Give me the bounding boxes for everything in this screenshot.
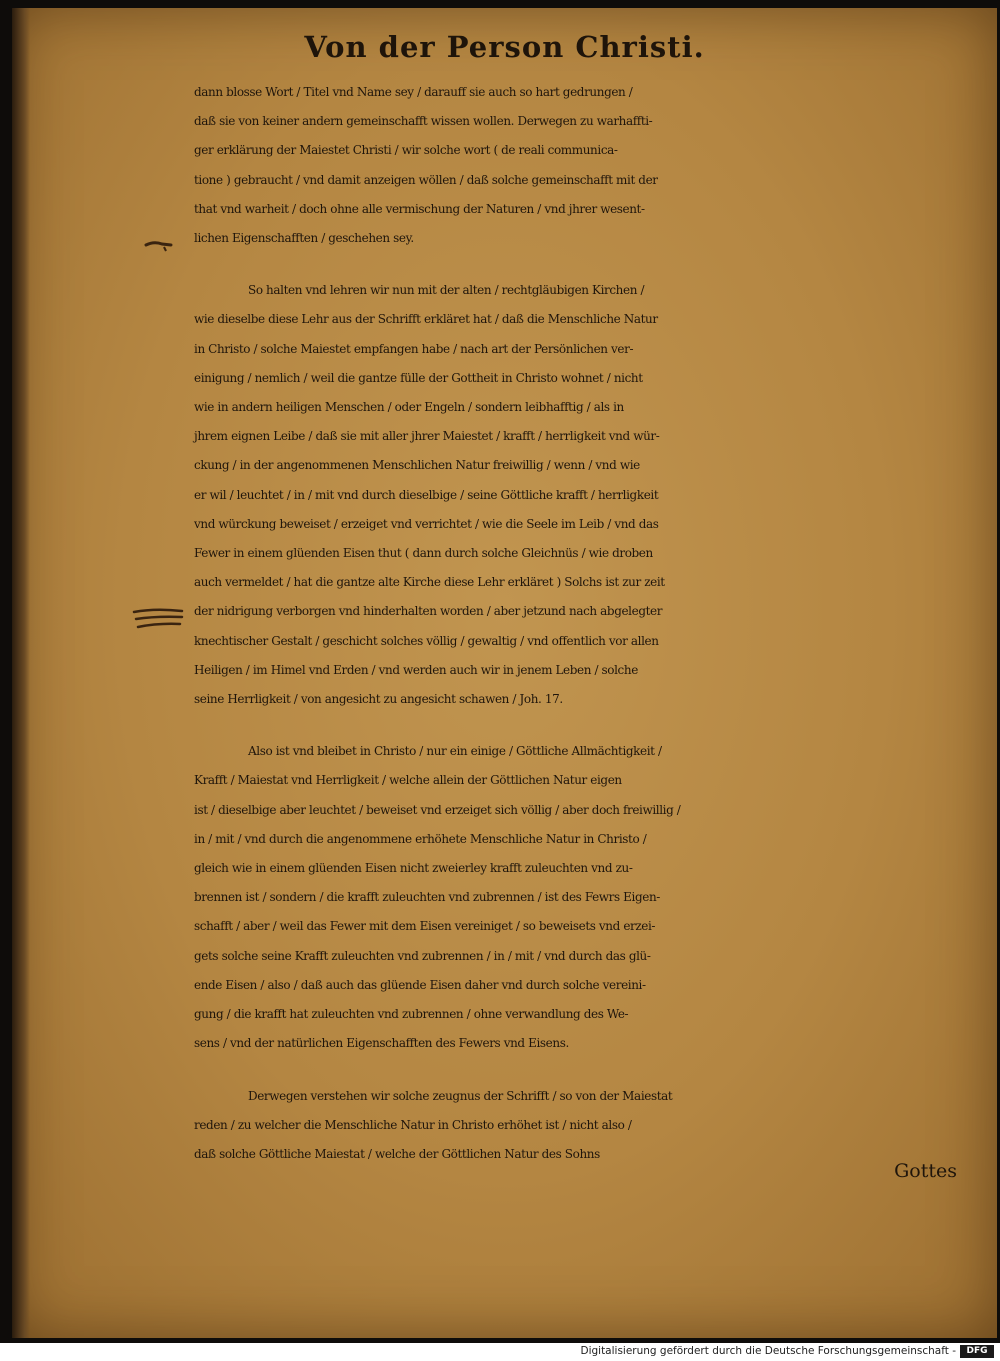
marginal-triple-line-mark-icon [130, 606, 186, 632]
text-line: reden / zu welcher die Menschliche Natur in Christo erhöhet ist / nicht also / [194, 1117, 632, 1132]
footer-bar [0, 1343, 1000, 1361]
text-line: ist / dieselbige aber leuchtet / beweiset vnd erzeiget sich völlig / aber doch freiwillig / [194, 802, 681, 817]
text-line: auch vermeldet / hat die gantze alte Kirche diese Lehr erkläret ) Solchs ist zur zeit [194, 575, 665, 590]
paragraph [194, 276, 964, 714]
text-line: brennen ist / sondern / die krafft zuleuchten vnd zubrennen / ist des Fewrs Eigen- [194, 890, 660, 905]
text-line: einigung / nemlich / weil die gantze fülle der Gottheit in Christo wohnet / nicht [194, 370, 643, 385]
text-line: Heiligen / im Himel vnd Erden / vnd werden auch wir in jenem Leben / solche [194, 662, 638, 677]
text-line: der nidrigung verborgen vnd hinderhalten worden / aber jetzund nach abgelegter [194, 604, 663, 619]
text-line: Fewer in einem glüenden Eisen thut ( dann durch solche Gleichnüs / wie droben [194, 546, 653, 561]
dfg-logo: DFG [960, 1345, 994, 1358]
text-line: So halten vnd lehren wir nun mit der alten / rechtgläubigen Kirchen / [248, 283, 645, 298]
catchword: Gottes [894, 1160, 957, 1182]
text-line: tione ) gebraucht / vnd damit anzeigen wöllen / daß solche gemeinschafft mit der [194, 172, 658, 187]
text-line: wie in andern heiligen Menschen / oder Engeln / sondern leibhafftig / als in [194, 400, 624, 415]
text-line: that vnd warheit / doch ohne alle vermischung der Naturen / vnd jhrer wesent- [194, 201, 645, 216]
text-line: in Christo / solche Maiestet empfangen habe / nach art der Persönlichen ver- [194, 341, 634, 356]
text-line: gets solche seine Krafft zuleuchten vnd zubrennen / in / mit / vnd durch das glü- [194, 948, 651, 963]
page-gutter-edge [12, 8, 30, 1338]
paragraph [194, 1082, 964, 1170]
text-line: er wil / leuchtet / in / mit vnd durch dieselbige / seine Göttliche krafft / herrligkeit [194, 487, 659, 502]
text-line: daß sie von keiner andern gemeinschafft wissen wollen. Derwegen zu warhaffti- [194, 114, 653, 129]
running-title: Von der Person Christi. [304, 30, 705, 64]
text-line: dann blosse Wort / Titel vnd Name sey / darauff sie auch so hart gedrungen / [194, 85, 633, 99]
text-line: sens / vnd der natürlichen Eigenschafften des Fewers vnd Eisens. [194, 1036, 569, 1051]
text-line: Derwegen verstehen wir solche zeugnus der Schrifft / so von der Maiestat [248, 1088, 673, 1103]
text-line: schafft / aber / weil das Fewer mit dem Eisen vereiniget / so beweisets vnd erzei- [194, 919, 656, 934]
text-line: gleich wie in einem glüenden Eisen nicht zweierley krafft zuleuchten vnd zu- [194, 861, 633, 876]
text-line: ende Eisen / also / daß auch das glüende Eisen daher vnd durch solche vereini- [194, 977, 646, 992]
body-text [194, 78, 964, 1192]
text-line: Krafft / Maiestat vnd Herrligkeit / welche allein der Göttlichen Natur eigen [194, 773, 622, 788]
text-line: gung / die krafft hat zuleuchten vnd zubrennen / ohne verwandlung des We- [194, 1007, 629, 1022]
text-line: wie dieselbe diese Lehr aus der Schrifft erkläret hat / daß die Menschliche Natur [194, 312, 658, 327]
book-page [12, 8, 997, 1338]
text-line: knechtischer Gestalt / geschicht solches völlig / gewaltig / vnd offentlich vor allen [194, 633, 659, 648]
funding-credit: Digitalisierung gefördert durch die Deutsche Forschungsgemeinschaft - [580, 1345, 956, 1357]
text-line: ckung / in der angenommenen Menschlichen Natur freiwillig / wenn / vnd wie [194, 458, 640, 473]
text-line: seine Herrligkeit / von angesicht zu angesicht schawen / Joh. 17. [194, 692, 563, 707]
text-line: Also ist vnd bleibet in Christo / nur ein einige / Göttliche Allmächtigkeit / [248, 744, 662, 759]
text-line: in / mit / vnd durch die angenommene erhöhete Menschliche Natur in Christo / [194, 831, 647, 846]
text-line: jhrem eignen Leibe / daß sie mit aller jhrer Maiestet / krafft / herrligkeit vnd wür- [194, 429, 660, 444]
marginal-dash-mark-icon [144, 238, 174, 252]
text-line: daß solche Göttliche Maiestat / welche der Göttlichen Natur des Sohns [194, 1146, 600, 1161]
paragraph [194, 78, 964, 253]
paragraph [194, 737, 964, 1058]
text-line: vnd würckung beweiset / erzeiget vnd verrichtet / wie die Seele im Leib / vnd das [194, 516, 659, 531]
text-line: ger erklärung der Maiestet Christi / wir solche wort ( de reali communica- [194, 143, 618, 158]
text-line: lichen Eigenschafften / geschehen sey. [194, 231, 414, 246]
